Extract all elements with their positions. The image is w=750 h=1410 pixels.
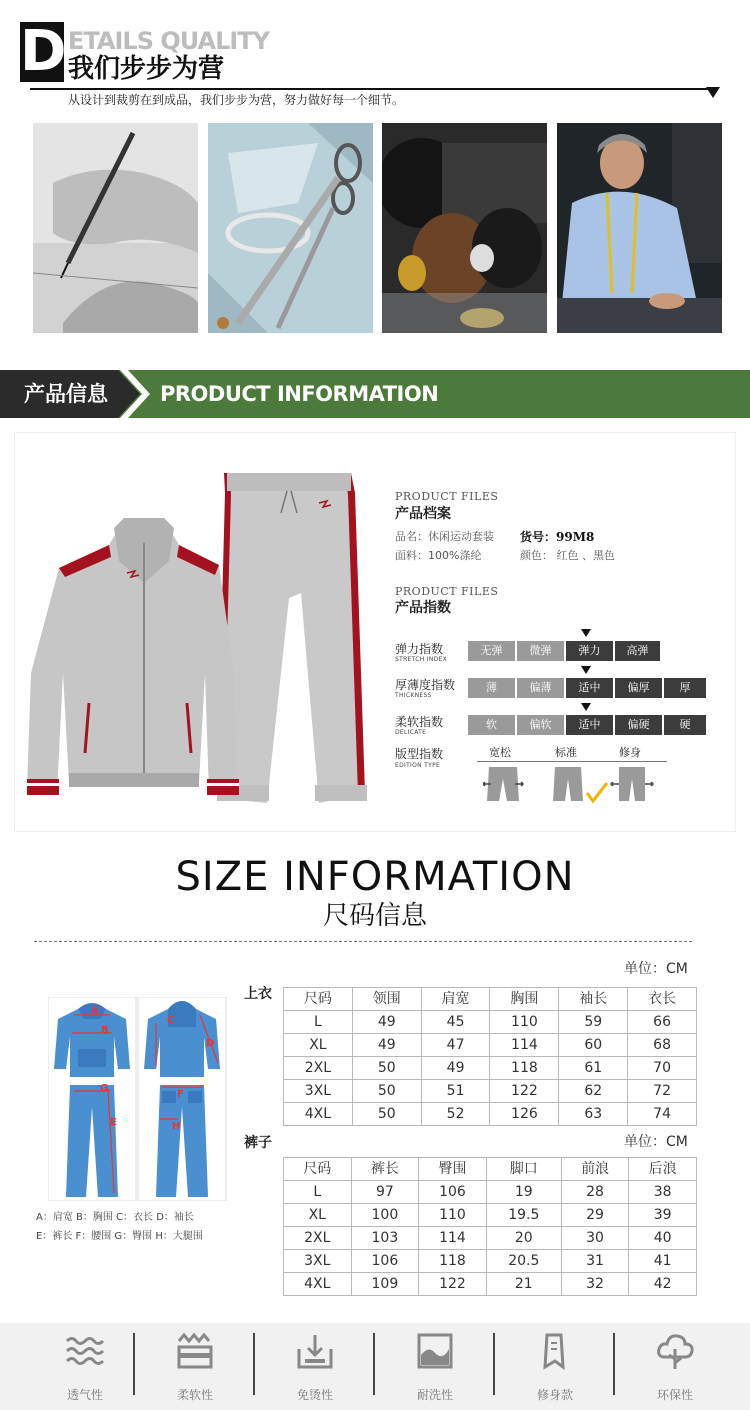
table-header-row: [284, 988, 697, 1011]
delicate-level: 偏软: [517, 715, 566, 735]
thickness-level: 厚: [664, 678, 708, 698]
size-title-en: SIZE INFORMATION: [175, 854, 575, 900]
table-cell: 49: [352, 1011, 421, 1034]
pants-table-label: 裤子: [244, 1135, 272, 1151]
product-info-panel: [14, 432, 736, 832]
legend-line-2: E：裤长 F：腰围 G：臀围 H：大腿围: [36, 1231, 203, 1242]
product-name: 品名：休闲运动套装: [395, 530, 494, 543]
table-header-cell: 尺码: [284, 988, 353, 1011]
details-title-en: ETAILS QUALITY: [68, 27, 270, 55]
tracksuit-product-image: [19, 473, 369, 813]
table-cell: 42: [629, 1273, 697, 1296]
unit-top: 单位：CM: [624, 961, 688, 977]
table-header-cell: 臀围: [419, 1158, 487, 1181]
stretch-level: 无弹: [468, 641, 517, 661]
table-header-cell: 肩宽: [421, 988, 490, 1011]
fabric-scissors-photo: [208, 123, 373, 333]
thread-spools-photo: [382, 123, 547, 333]
table-row: [284, 1250, 697, 1273]
table-cell: L: [284, 1011, 353, 1034]
feature-breathable: [25, 1323, 145, 1410]
table-header-cell: 前浪: [561, 1158, 629, 1181]
table-cell: 74: [628, 1103, 697, 1126]
feature-iron-free: [255, 1323, 375, 1410]
table-header-row: [284, 1158, 697, 1181]
diagram-letter: E: [110, 1117, 117, 1128]
size-title-cn: 尺码信息: [322, 901, 427, 931]
table-cell: 68: [628, 1034, 697, 1057]
product-files-cn-2: 产品指数: [395, 600, 451, 616]
product-files-en-1: PRODUCT FILES: [395, 490, 499, 503]
feature-label: 免烫性: [296, 1388, 333, 1402]
thickness-marker-icon: [581, 666, 591, 674]
diagram-letter: A: [91, 1005, 99, 1016]
thickness-index-en: THICKNESS: [395, 692, 432, 699]
table-cell: XL: [284, 1034, 353, 1057]
table-cell: 29: [561, 1204, 629, 1227]
edition-index-label: 版型指数: [395, 747, 444, 761]
table-cell: 49: [421, 1057, 490, 1080]
delicate-marker-icon: [581, 703, 591, 711]
size-information-section: [14, 845, 736, 1313]
table-cell: 50: [352, 1103, 421, 1126]
table-cell: 39: [629, 1204, 697, 1227]
table-row: [284, 1273, 697, 1296]
stretch-scale: [468, 641, 662, 661]
eco-icon: [655, 1331, 695, 1371]
table-cell: 114: [419, 1227, 487, 1250]
thickness-scale: [468, 678, 708, 698]
feature-label: 耐洗性: [416, 1388, 453, 1402]
thickness-level: 薄: [468, 678, 517, 698]
stretch-level: 微弹: [517, 641, 566, 661]
table-cell: 4XL: [284, 1103, 353, 1126]
table-row: [284, 1080, 697, 1103]
stretch-marker-icon: [581, 629, 591, 637]
slim-fit-icon: [535, 1331, 575, 1371]
iron-free-icon: [295, 1331, 335, 1371]
table-row: [284, 1227, 697, 1250]
table-cell: 3XL: [284, 1080, 353, 1103]
size-dashed-divider: [34, 941, 692, 942]
thickness-index-label: 厚薄度指数: [395, 678, 456, 692]
table-row: [284, 1204, 697, 1227]
table-cell: 3XL: [284, 1250, 352, 1273]
table-cell: 45: [421, 1011, 490, 1034]
washable-icon: [415, 1331, 455, 1371]
stretch-index-label: 弹力指数: [395, 642, 444, 656]
table-cell: 41: [629, 1250, 697, 1273]
product-sku-label: 货号：: [520, 530, 557, 544]
diagram-letter: B: [101, 1025, 109, 1036]
table-row: [284, 1057, 697, 1080]
table-cell: 122: [419, 1273, 487, 1296]
table-cell: 50: [352, 1057, 421, 1080]
table-cell: 114: [490, 1034, 559, 1057]
thickness-level: 偏厚: [615, 678, 664, 698]
diagram-letter: H: [172, 1121, 181, 1132]
table-cell: 38: [629, 1181, 697, 1204]
details-title-cn: 我们步步为营: [68, 54, 225, 84]
design-sketch-photo: [33, 123, 198, 333]
table-header-cell: 脚口: [486, 1158, 561, 1181]
edition-standard-label: 标准: [555, 746, 577, 759]
table-header-cell: 胸围: [490, 988, 559, 1011]
table-cell: 40: [629, 1227, 697, 1250]
table-cell: 30: [561, 1227, 629, 1250]
table-cell: 59: [559, 1011, 628, 1034]
table-cell: 118: [419, 1250, 487, 1273]
delicate-level: 偏硬: [615, 715, 664, 735]
table-cell: 118: [490, 1057, 559, 1080]
table-cell: 2XL: [284, 1057, 353, 1080]
unit-pants: 单位：CM: [624, 1134, 688, 1150]
stretch-level: 高弹: [615, 641, 662, 661]
measurement-diagram: [48, 997, 228, 1201]
feature-label: 环保性: [656, 1388, 693, 1402]
table-cell: XL: [284, 1204, 352, 1227]
table-cell: 60: [559, 1034, 628, 1057]
table-cell: 106: [351, 1250, 419, 1273]
feature-label: 柔软性: [176, 1388, 213, 1402]
feature-softness: [135, 1323, 255, 1410]
table-cell: 28: [561, 1181, 629, 1204]
delicate-level: 适中: [566, 715, 615, 735]
table-row: [284, 1034, 697, 1057]
table-row: [284, 1181, 697, 1204]
banner-title-cn: 产品信息: [24, 382, 108, 406]
details-quality-section: [0, 0, 750, 345]
table-cell: 4XL: [284, 1273, 352, 1296]
table-cell: 31: [561, 1250, 629, 1273]
softness-icon: [175, 1331, 215, 1371]
table-header-cell: 尺码: [284, 1158, 352, 1181]
table-cell: 106: [419, 1181, 487, 1204]
table-header-cell: 后浪: [629, 1158, 697, 1181]
table-cell: 19.5: [486, 1204, 561, 1227]
product-information-banner: [0, 370, 750, 418]
stretch-index-en: STRETCH INDEX: [395, 656, 448, 663]
product-sku-row: [520, 530, 594, 545]
top-table-label: 上衣: [244, 986, 272, 1002]
table-cell: 21: [486, 1273, 561, 1296]
table-header-cell: 裤长: [351, 1158, 419, 1181]
delicate-level: 软: [468, 715, 517, 735]
table-cell: 110: [419, 1204, 487, 1227]
edition-slim-label: 修身: [619, 746, 641, 759]
table-cell: 20.5: [486, 1250, 561, 1273]
table-row: [284, 1011, 697, 1034]
table-cell: 2XL: [284, 1227, 352, 1250]
diagram-letter: D: [206, 1038, 215, 1049]
product-color: 颜色： 红色 、黑色: [520, 549, 615, 562]
table-row: [284, 1103, 697, 1126]
pants-size-table: [283, 1157, 697, 1296]
product-files-cn-1: 产品档案: [395, 506, 451, 522]
thickness-level: 偏薄: [517, 678, 566, 698]
delicate-level: 硬: [664, 715, 708, 735]
delicate-scale: [468, 715, 708, 735]
edition-loose-label: 宽松: [489, 746, 511, 759]
table-cell: 110: [490, 1011, 559, 1034]
diagram-letter: C: [167, 1015, 175, 1026]
feature-eco: [615, 1323, 735, 1410]
feature-washable: [375, 1323, 495, 1410]
details-divider: [30, 88, 710, 90]
table-cell: 122: [490, 1080, 559, 1103]
table-cell: 97: [351, 1181, 419, 1204]
table-cell: 70: [628, 1057, 697, 1080]
edition-check-icon: [587, 783, 607, 801]
table-cell: 19: [486, 1181, 561, 1204]
table-cell: 20: [486, 1227, 561, 1250]
table-cell: 49: [352, 1034, 421, 1057]
table-cell: 63: [559, 1103, 628, 1126]
diagram-letter: F: [177, 1089, 184, 1100]
details-big-letter: D: [20, 19, 67, 84]
table-cell: 52: [421, 1103, 490, 1126]
delicate-index-label: 柔软指数: [395, 715, 444, 729]
table-header-cell: 衣长: [628, 988, 697, 1011]
table-cell: 103: [351, 1227, 419, 1250]
table-cell: 47: [421, 1034, 490, 1057]
edition-index-en: EDITION TYPE: [395, 762, 441, 769]
stretch-level: 弹力: [566, 641, 615, 661]
details-triangle-icon: [706, 87, 720, 98]
tailor-photo: [557, 123, 722, 333]
table-cell: 62: [559, 1080, 628, 1103]
details-subtitle: 从设计到裁剪在到成品，我们步步为营，努力做好每一个细节。: [68, 93, 405, 107]
table-cell: 61: [559, 1057, 628, 1080]
table-cell: 72: [628, 1080, 697, 1103]
product-sku-value: 99M8: [556, 530, 595, 544]
breathable-icon: [65, 1331, 105, 1371]
table-header-cell: 袖长: [559, 988, 628, 1011]
table-cell: 100: [351, 1204, 419, 1227]
thickness-level: 适中: [566, 678, 615, 698]
banner-title-en: PRODUCT INFORMATION: [160, 382, 439, 406]
table-cell: L: [284, 1181, 352, 1204]
table-header-cell: 领围: [352, 988, 421, 1011]
feature-label: 透气性: [66, 1388, 103, 1402]
table-cell: 126: [490, 1103, 559, 1126]
product-fabric: 面料：100%涤纶: [395, 549, 482, 562]
diagram-letter: G: [100, 1083, 109, 1094]
edition-line: [477, 761, 667, 762]
delicate-index-en: DELICATE: [395, 729, 427, 736]
feature-icons-bar: [0, 1323, 750, 1410]
top-size-table: [283, 987, 697, 1126]
feature-label: 修身款: [536, 1388, 573, 1402]
feature-slim-fit: [495, 1323, 615, 1410]
table-cell: 32: [561, 1273, 629, 1296]
legend-line-1: A：肩宽 B：胸围 C：衣长 D：袖长: [36, 1212, 194, 1223]
table-cell: 109: [351, 1273, 419, 1296]
table-cell: 51: [421, 1080, 490, 1103]
table-cell: 66: [628, 1011, 697, 1034]
edition-type-icons: [483, 767, 673, 807]
table-cell: 50: [352, 1080, 421, 1103]
product-files-en-2: PRODUCT FILES: [395, 585, 499, 598]
